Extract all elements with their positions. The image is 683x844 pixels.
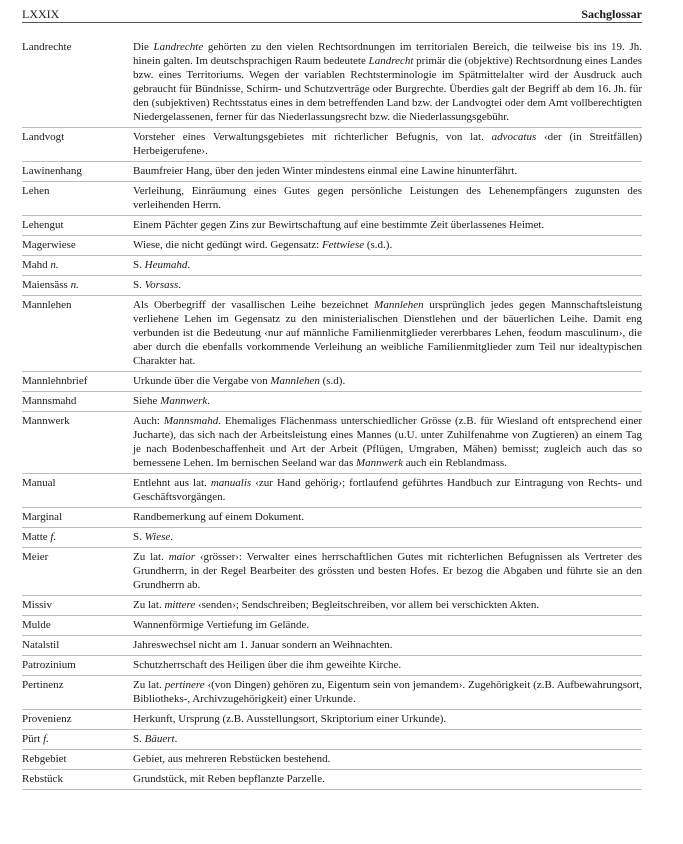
glossary-definition	[133, 164, 642, 178]
term-label: Patrozinium	[22, 659, 76, 671]
glossary-entry	[22, 474, 642, 508]
glossary-entry	[22, 392, 642, 412]
term-gender: f.	[43, 733, 49, 745]
term-label: Rebgebiet	[22, 753, 67, 765]
glossary-entry	[22, 750, 642, 770]
term-label: Marginal	[22, 511, 63, 523]
glossary-definition	[133, 732, 642, 746]
glossary-entry	[22, 636, 642, 656]
glossary-term	[22, 218, 133, 232]
definition-emphasis: Mannwerk	[160, 395, 208, 407]
glossary-term	[22, 618, 133, 632]
glossary-term	[22, 638, 133, 652]
term-label: Lawinenhang	[22, 165, 82, 177]
definition-text: Wannenförmige Vertiefung im Gelände.	[133, 619, 310, 631]
term-label: Missiv	[22, 599, 52, 611]
glossary-entry	[22, 128, 642, 162]
definition-text: gehörten zu den vielen Rechtsordnungen im territorialen Bereich, die teilweise bis ins 19. Jh. hinein galten. Im deutschsprachigen Raum bedeutete	[133, 41, 642, 67]
term-label: Mulde	[22, 619, 51, 631]
glossary-definition	[133, 374, 642, 388]
definition-text: S.	[133, 531, 145, 543]
definition-emphasis: Wiese	[144, 531, 171, 543]
term-label: Manual	[22, 477, 56, 489]
glossary-term	[22, 394, 133, 408]
glossary-term	[22, 712, 133, 726]
definition-emphasis: Vorsass	[144, 279, 179, 291]
definition-text: .	[178, 279, 181, 291]
definition-text: (s.d).	[319, 375, 346, 387]
definition-emphasis: Mannwerk	[355, 457, 404, 469]
glossary-term	[22, 510, 133, 524]
definition-text: S.	[133, 733, 145, 745]
glossary-term	[22, 658, 133, 672]
definition-text: Jahreswechsel nicht am 1. Januar sondern an Weihnachten.	[133, 639, 393, 651]
glossary-entry	[22, 710, 642, 730]
glossary-definition	[133, 258, 642, 272]
term-label: Mannlehnbrief	[22, 375, 88, 387]
term-gender: n.	[50, 259, 59, 271]
term-label: Mannwerk	[22, 415, 70, 427]
term-label: Provenienz	[22, 713, 72, 725]
definition-text: Urkunde über die Vergabe von	[133, 375, 271, 387]
term-label: Pürt	[22, 733, 41, 745]
glossary-definition	[133, 184, 642, 212]
term-label: Mannlehen	[22, 299, 72, 311]
glossary-definition	[133, 678, 642, 706]
glossary-definition	[133, 530, 642, 544]
glossary-term	[22, 752, 133, 766]
term-label: Matte	[22, 531, 48, 543]
glossary-entry	[22, 372, 642, 392]
glossary-definition	[133, 414, 642, 470]
glossary-definition	[133, 130, 642, 158]
definition-text: Zu lat.	[133, 679, 165, 691]
glossary-definition	[133, 752, 642, 766]
glossary-entry	[22, 216, 642, 236]
glossary-entry	[22, 412, 642, 474]
definition-emphasis: advocatus	[491, 131, 537, 143]
page-number: LXXIX	[22, 7, 60, 21]
definition-text: primär die (objektive) Rechtsordnung eines Landes bzw. eines Territoriums. Wegen der variablen Rechtsterminologie im Spätmittelalter wird der Ausdruck auch gebraucht für Bündnisse, Schirm- und Schutzverträge oder Burgrechte. Überdies galt der Begriff ab dem 16. Jh. für den (subjektiven) Rechtsstatus eines in dem betreffenden Land bzw. der Landvogtei oder dem Amt vollberechtigten Niedergelassenen, ferner für das Niederlassungsrecht bzw. die Niederlassungsgebühr.	[133, 55, 642, 123]
glossary-definition	[133, 618, 642, 632]
glossary-entry	[22, 38, 642, 128]
glossary-entry	[22, 182, 642, 216]
glossary-entry	[22, 296, 642, 372]
definition-text: Randbemerkung auf einem Dokument.	[133, 511, 305, 523]
definition-text: Entlehnt aus lat.	[133, 477, 211, 489]
term-label: Mahd	[22, 259, 48, 271]
glossary-definition	[133, 712, 642, 726]
definition-emphasis: Fettwiese	[321, 239, 365, 251]
glossary-definition	[133, 598, 642, 612]
term-label: Lehengut	[22, 219, 64, 231]
glossary-entry	[22, 162, 642, 182]
term-label: Maiensäss	[22, 279, 68, 291]
term-label: Landrechte	[22, 41, 72, 53]
glossary-entry	[22, 770, 642, 790]
glossary-definition	[133, 476, 642, 504]
definition-emphasis: Heumahd	[144, 259, 188, 271]
glossary-entry	[22, 528, 642, 548]
glossary-term	[22, 732, 133, 746]
glossary-entry	[22, 508, 642, 528]
definition-text: S.	[133, 259, 145, 271]
glossary-term	[22, 130, 133, 158]
definition-text: .	[207, 395, 210, 407]
definition-emphasis: Bäuert	[144, 733, 175, 745]
definition-text: .	[174, 733, 178, 745]
page-header	[22, 4, 642, 23]
definition-emphasis: Mannsmahd	[163, 415, 219, 427]
glossary-definition	[133, 658, 642, 672]
term-gender: n.	[70, 279, 79, 291]
glossary-definition	[133, 510, 642, 524]
glossary-entry	[22, 676, 642, 710]
term-label: Lehen	[22, 185, 50, 197]
definition-text: Einem Pächter gegen Zins zur Bewirtschaftung auf eine bestimmte Zeit überlassenes Heimet.	[133, 219, 545, 231]
definition-text: Gebiet, aus mehreren Rebstücken bestehend.	[133, 753, 331, 765]
term-label: Natalstil	[22, 639, 60, 651]
glossary-term	[22, 40, 133, 124]
definition-emphasis: Landrecht	[368, 55, 414, 67]
glossary-term	[22, 184, 133, 212]
glossary-entry	[22, 596, 642, 616]
definition-emphasis: Mannlehen	[270, 375, 320, 387]
glossary-definition	[133, 278, 642, 292]
glossary-term	[22, 476, 133, 504]
definition-text: ‹(von Dingen) gehören zu, Eigentum sein von jemandem›. Zugehörigkeit (z.B. Aufbewahrungsort, Bibliotheks-, Archivzugehörigkeit) einer Urkunde.	[133, 679, 643, 705]
glossary-entry	[22, 656, 642, 676]
section-title: Sachglossar	[581, 7, 642, 21]
definition-text: Zu lat.	[133, 551, 169, 563]
glossary-definition	[133, 238, 642, 252]
glossary-term	[22, 598, 133, 612]
glossary-entry	[22, 236, 642, 256]
term-label: Mannsmahd	[22, 395, 77, 407]
glossary-table	[22, 38, 642, 790]
definition-text: Zu lat.	[133, 599, 165, 611]
glossary-definition	[133, 638, 642, 652]
definition-emphasis: maior	[168, 551, 195, 563]
glossary-entry	[22, 730, 642, 750]
term-label: Meier	[22, 551, 49, 563]
glossary-definition	[133, 394, 642, 408]
definition-text: Als Oberbegriff der vasallischen Leihe bezeichnet	[133, 299, 375, 311]
glossary-definition	[133, 298, 642, 368]
glossary-term	[22, 550, 133, 592]
definition-text: (s.d.).	[364, 239, 393, 251]
definition-text: S.	[133, 279, 145, 291]
glossary-term	[22, 238, 133, 252]
glossary-term	[22, 164, 133, 178]
term-label: Magerwiese	[22, 239, 76, 251]
glossary-definition	[133, 550, 642, 592]
glossary-term	[22, 298, 133, 368]
glossary-term	[22, 530, 133, 544]
glossary-entry	[22, 276, 642, 296]
definition-text: Wiese, die nicht gedüngt wird. Gegensatz:	[133, 239, 322, 251]
definition-text: Auch:	[133, 415, 164, 427]
definition-text: Verleihung, Einräumung eines Gutes gegen persönliche Leistungen des Lehenempfängers zugunsten des verleihenden Herrn.	[133, 185, 642, 211]
definition-text: Vorsteher eines Verwaltungsgebietes mit richterlicher Befugnis, von lat.	[133, 131, 492, 143]
definition-emphasis: Landrechte	[153, 41, 204, 53]
definition-text: . Ehemaliges Flächenmass unterschiedlicher Grösse (z.B. für Wiesland oft entsprechend einer Jucharte), das sich nach der Arbeitsleistung eines Mannes (u.U. unter Zuhilfenahme von Zugtieren) an einem Tag je nach Bodenbeschaffenheit und Art der Arbeit (Pflügen, Umgraben, Mähen) bemisst; zugleich auch das so bemessene Lehen. Im bernischen Seeland war das	[133, 415, 642, 469]
term-label: Rebstück	[22, 773, 63, 785]
definition-text: Siehe	[133, 395, 161, 407]
definition-text: ‹grösser›: Verwalter eines herrschaftlichen Gutes mit richterlichen Befugnissen als Vertreter des Grundherrn, in der Regel Bearbeiter des grössten und besten Hofes. Er bezog die Abgaben und führte sie an den Grundherrn ab.	[133, 551, 642, 591]
glossary-definition	[133, 218, 642, 232]
definition-text: ‹zur Hand gehörig›; fortlaufend geführtes Handbuch zur Eintragung von Rechts- und Geschäftsvorgängen.	[133, 477, 642, 503]
glossary-term	[22, 278, 133, 292]
definition-text: Baumfreier Hang, über den jeden Winter mindestens einmal eine Lawine hinunterfährt.	[133, 165, 518, 177]
glossary-term	[22, 678, 133, 706]
glossary-entry	[22, 256, 642, 276]
definition-emphasis: pertinere	[164, 679, 205, 691]
definition-text: .	[170, 531, 174, 543]
term-gender: f.	[50, 531, 57, 543]
definition-text: auch ein Reblandmass.	[403, 457, 507, 469]
glossary-term	[22, 374, 133, 388]
definition-emphasis: Mannlehen	[374, 299, 424, 311]
definition-text: ursprünglich jedes gegen Mannschaftsleistung verliehene Lehen im Gegensatz zu den ministerialischen Dienstlehen und der bäuerlichen Leihe. Damit eng verbunden ist die Bedeutung ‹nur auf männliche Familienmitglieder vererbbares Lehen, feodum masculinum›, die aber durch die ebenfalls vorkommende Verleihung an weibliche Familienmitglieder zum Teil nur idealtypischen Charakter hat.	[133, 299, 642, 367]
glossary-term	[22, 772, 133, 786]
glossary-definition	[133, 772, 642, 786]
glossary-entry	[22, 548, 642, 596]
definition-text: .	[187, 259, 191, 271]
definition-text: Herkunft, Ursprung (z.B. Ausstellungsort, Skriptorium einer Urkunde).	[133, 713, 447, 725]
definition-text: Grundstück, mit Reben bepflanzte Parzelle.	[133, 773, 325, 785]
term-label: Pertinenz	[22, 679, 64, 691]
glossary-term	[22, 258, 133, 272]
glossary-entry	[22, 616, 642, 636]
term-label: Landvogt	[22, 131, 65, 143]
definition-text: ‹senden›; Sendschreiben; Begleitschreiben, vor allem bei verschickten Akten.	[195, 599, 540, 611]
definition-text: Schutzherrschaft des Heiligen über die ihm geweihte Kirche.	[133, 659, 402, 671]
definition-text: Die	[133, 41, 154, 53]
definition-emphasis: manualis	[210, 477, 252, 489]
definition-text: ‹der (in Streitfällen) Herbeigerufene›.	[133, 131, 642, 157]
glossary-term	[22, 414, 133, 470]
glossary-definition	[133, 40, 642, 124]
definition-emphasis: mittere	[164, 599, 196, 611]
